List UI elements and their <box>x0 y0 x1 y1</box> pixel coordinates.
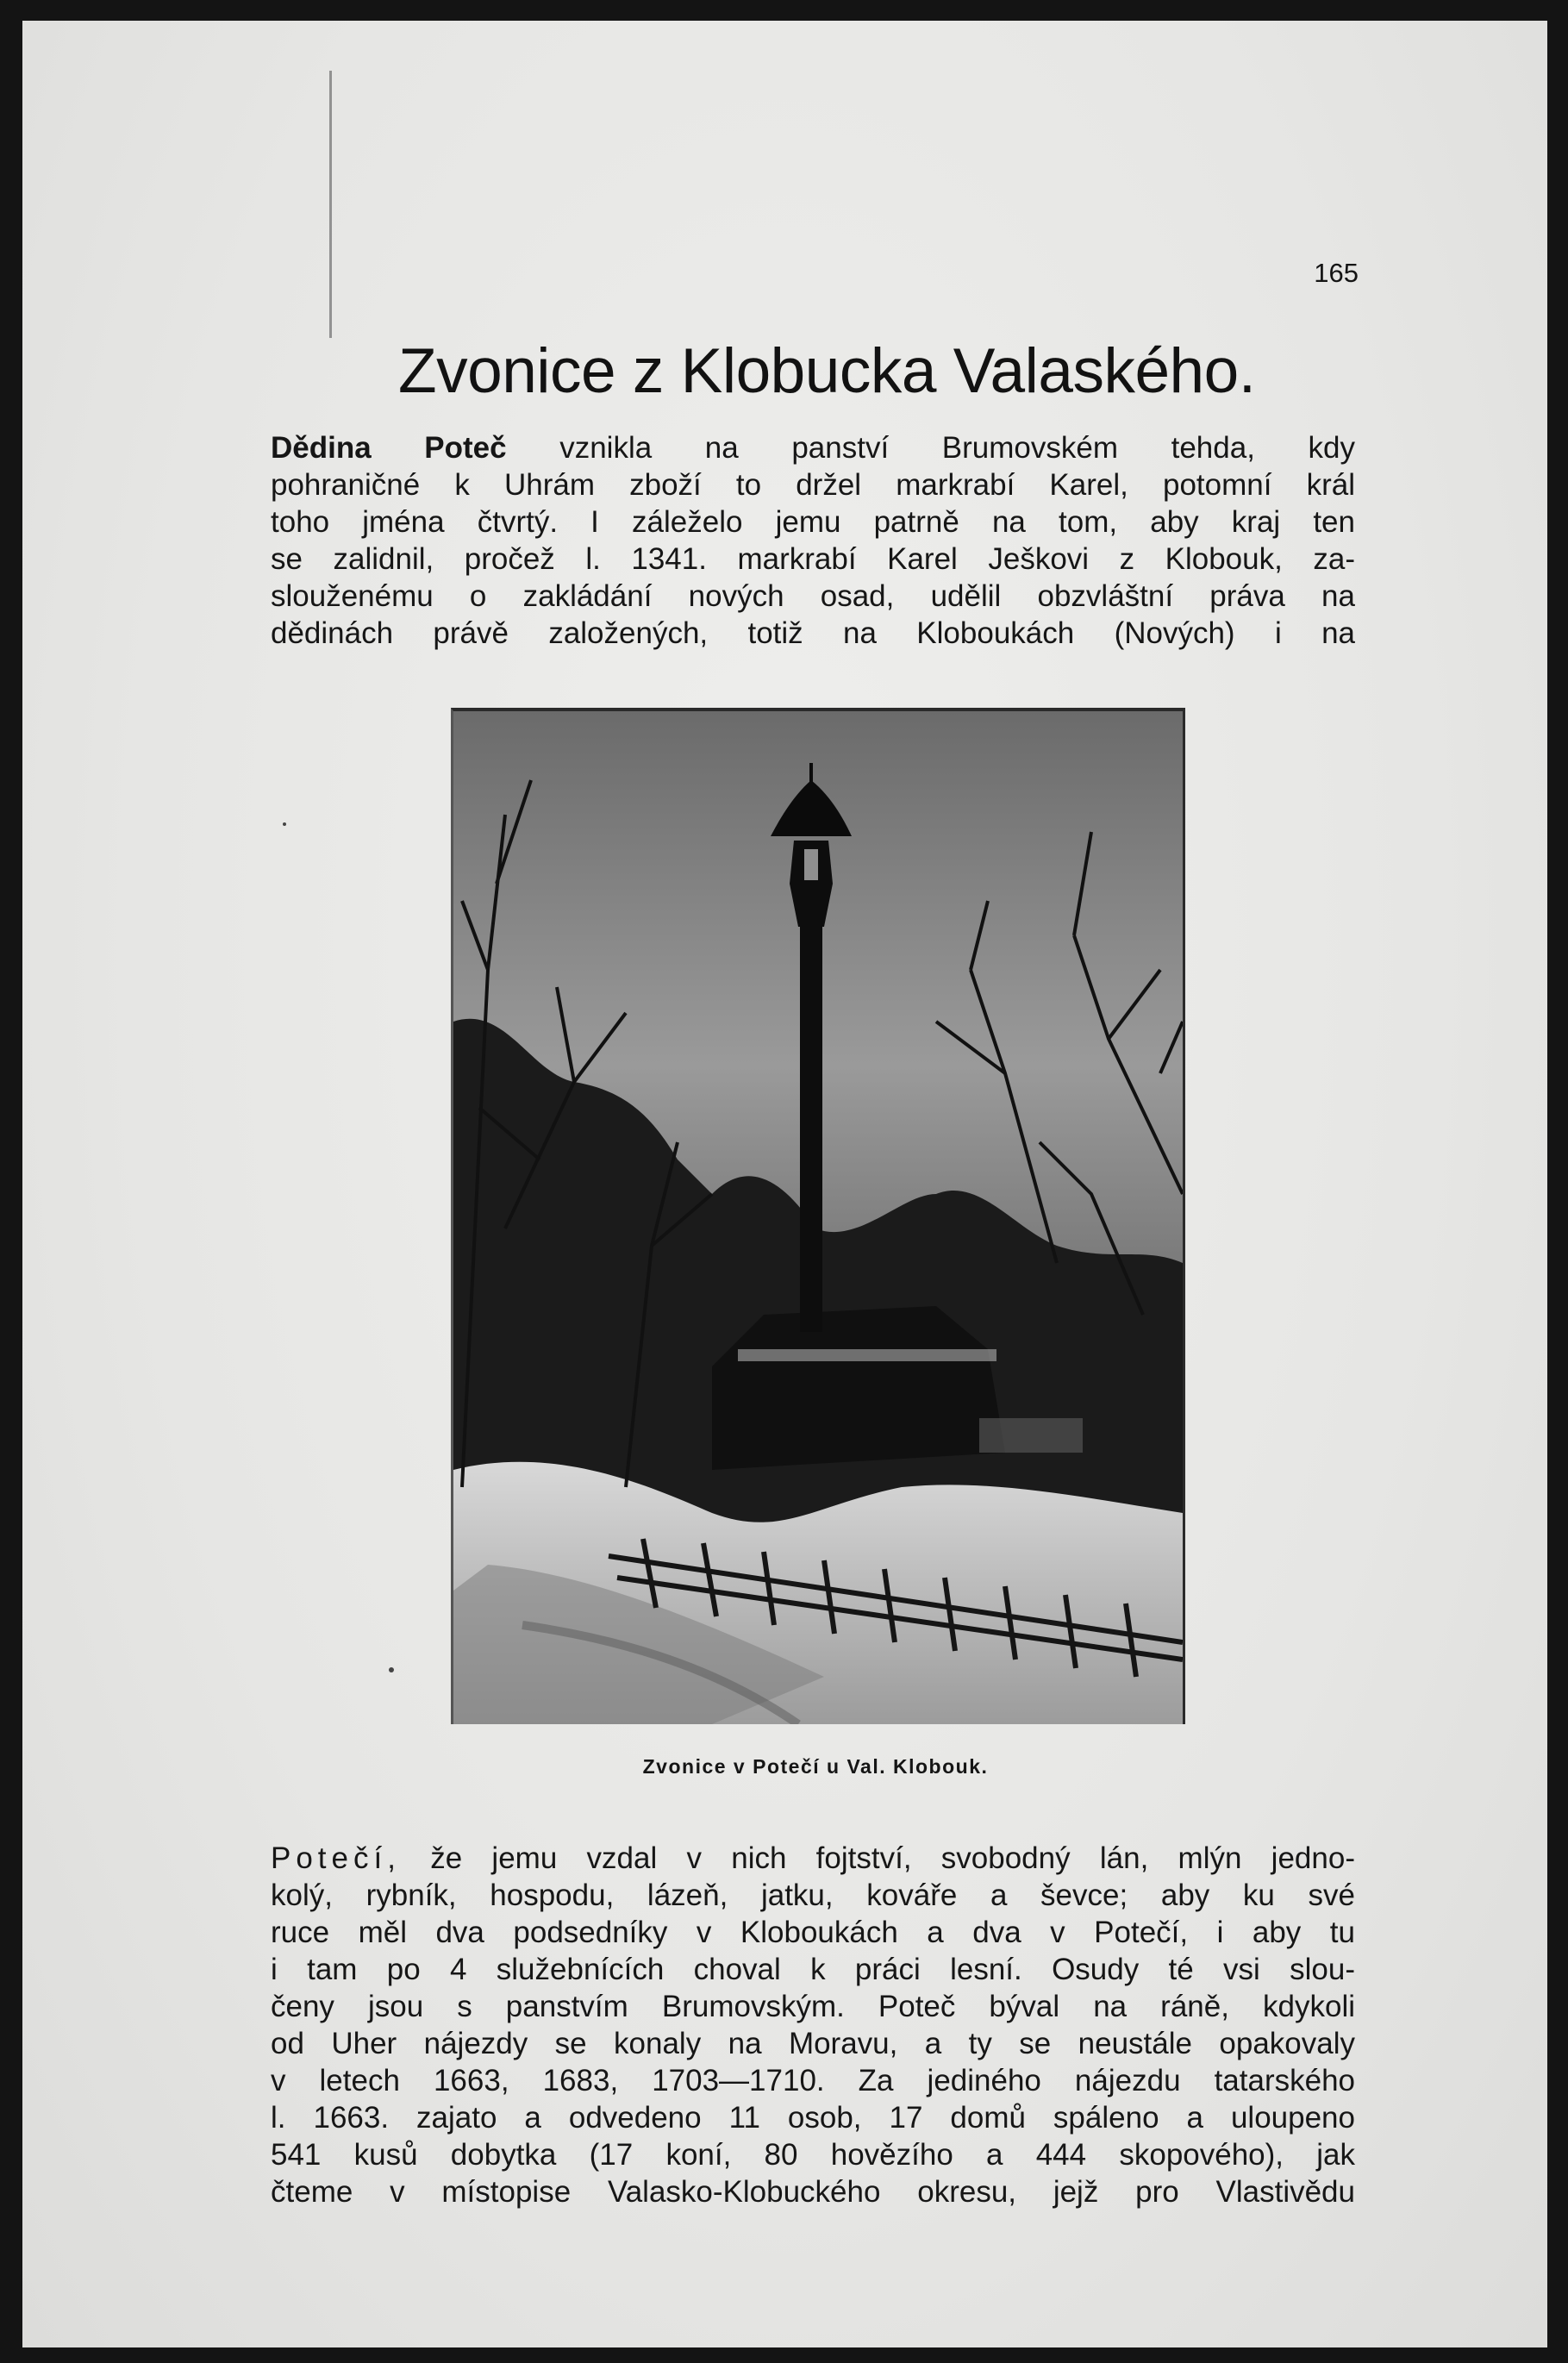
text-line: se zalidnil, pročež l. 1341. markrabí Karel Ješkovi z Klobouk, za- <box>271 542 1355 576</box>
page-number: 165 <box>1314 258 1359 288</box>
book-page <box>22 21 1547 2347</box>
line-text: vznikla na panství Brumovském tehda, kdy <box>559 431 1355 465</box>
text-line <box>271 429 1355 466</box>
line-text: že jemu vzdal v nich fojtství, svobodný lán, mlýn jedno- <box>430 1841 1355 1875</box>
photo-illustration <box>453 711 1183 1724</box>
text-line: od Uher nájezdy se konaly na Moravu, a ty se neustále opakovaly <box>271 2027 1355 2060</box>
text-line: ruce měl dva podsedníky v Kloboukách a dva v Potečí, i aby tu <box>271 1916 1355 1949</box>
text-line: i tam po 4 služebnících choval k práci lesní. Osudy té vsi slou- <box>271 1953 1355 1986</box>
text-line <box>271 1840 1355 1877</box>
text-line: čteme v místopise Valasko-Klobuckého okresu, jejž pro Vlastivědu <box>271 2175 1355 2209</box>
text-line: v letech 1663, 1683, 1703—1710. Za jediného nájezdu tatarského <box>271 2064 1355 2097</box>
figure-caption: Zvonice v Potečí u Val. Klobouk. <box>642 1755 989 1778</box>
chapter-title: Zvonice z Klobucka Valaského. <box>398 336 1256 406</box>
text-line: toho jména čtvrtý. I záleželo jemu patrně na tom, aby kraj ten <box>271 505 1355 539</box>
text-line: dědinách právě založených, totiž na Kloboukách (Nových) i na <box>271 616 1355 650</box>
paper-speck <box>389 1667 394 1672</box>
intro-paragraph <box>271 429 1355 652</box>
text-line: kolý, rybník, hospodu, lázeň, jatku, kováře a ševce; aby ku své <box>271 1879 1355 1912</box>
paper-speck <box>283 822 286 826</box>
margin-pencil-line <box>329 71 332 338</box>
text-line: 541 kusů dobytka (17 koní, 80 hovězího a 444 skopového), jak <box>271 2138 1355 2172</box>
bell-tower-photograph <box>451 708 1185 1724</box>
lead-bold-phrase: Dědina Poteč <box>271 431 507 465</box>
continuation-paragraph <box>271 1840 1355 2210</box>
lead-spaced-word: Potečí, <box>271 1841 401 1875</box>
text-line: slouženému o zakládání nových osad, udělil obzvláštní práva na <box>271 579 1355 613</box>
text-line: l. 1663. zajato a odvedeno 11 osob, 17 domů spáleno a uloupeno <box>271 2101 1355 2135</box>
text-line: pohraničné k Uhrám zboží to držel markrabí Karel, potomní král <box>271 468 1355 502</box>
text-line: čeny jsou s panstvím Brumovským. Poteč býval na ráně, kdykoli <box>271 1990 1355 2023</box>
